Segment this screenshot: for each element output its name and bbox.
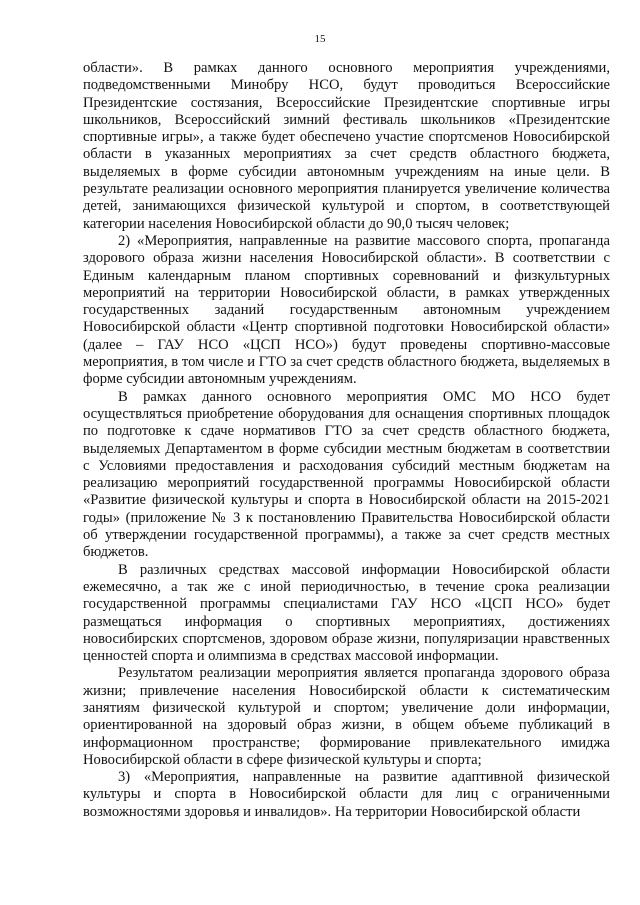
page-number: 15	[314, 33, 326, 45]
paragraph-2: 2) «Мероприятия, направленные на развитие массового спорта, пропаганда здорового образа жизни населения Новосибирской области». В соответствии с Единым календарным планом спортивных соревнований и физкультурных мероприятий на территории Новосибирской области, в рамках утвержденных государственных заданий государственным автономным учреждением Новосибирской области «Центр спортивной подготовки Новосибирской области» (далее – ГАУ НСО «ЦСП НСО») будут проведены спортивно-массовые мероприятия, в том числе и ГТО за счет средств областного бюджета, выделяемых в форме субсидии автономным учреждениям.	[83, 232, 610, 388]
paragraph-3: В рамках данного основного мероприятия ОМС МО НСО будет осуществляться приобретение оборудования для оснащения спортивных площадок по подготовке к сдаче нормативов ГТО за счет средств областного бюджета, выделяемых Департаментом в форме субсидии местным бюджетам в соответствии с Условиями предоставления и расходования субсидий местным бюджетам на реализацию мероприятий государственной программы Новосибирской области «Развитие физической культуры и спорта в Новосибирской области на 2015-2021 годы» (приложение № 3 к постановлению Правительства Новосибирской области об утверждении государственной программы), а также за счет средств местных бюджетов.	[83, 388, 610, 561]
document-body	[83, 60, 610, 821]
paragraph-1: области». В рамках данного основного мероприятия учреждениями, подведомственными Минобру НСО, будут проводиться Всероссийские Президентские состязания, Всероссийские Президентские спортивные игры школьников, Всероссийский зимний фестиваль школьников «Президентские спортивные игры», а также будет обеспечено участие спортсменов Новосибирской области в указанных мероприятиях за счет средств областного бюджета, выделяемых в форме субсидии автономным учреждениям на иные цели. В результате реализации основного мероприятия планируется увеличение количества детей, занимающихся физической культурой и спортом, в соответствующей категории населения Новосибирской области до 90,0 тысяч человек;	[83, 60, 610, 232]
paragraph-6: 3) «Мероприятия, направленные на развитие адаптивной физической культуры и спорта в Новосибирской области для лиц с ограниченными возможностями здоровья и инвалидов». На территории Новосибирской области	[83, 769, 610, 820]
paragraph-4: В различных средствах массовой информации Новосибирской области ежемесячно, а так же с иной периодичностью, в течение срока реализации государственной программы специалистами ГАУ НСО «ЦСП НСО» будет размещаться информация о спортивных мероприятиях, достижениях новосибирских спортсменов, здоровом образе жизни, популяризации нравственных ценностей спорта и олимпизма в средствах массовой информации.	[83, 561, 610, 665]
paragraph-5: Результатом реализации мероприятия является пропаганда здорового образа жизни; привлечение населения Новосибирской области к систематическим занятиям физической культурой и спортом; увеличение доли информации, ориентированной на здоровый образ жизни, в общем объеме публикаций в информационном пространстве; формирование привлекательного имиджа Новосибирской области в сфере физической культуры и спорта;	[83, 665, 610, 768]
